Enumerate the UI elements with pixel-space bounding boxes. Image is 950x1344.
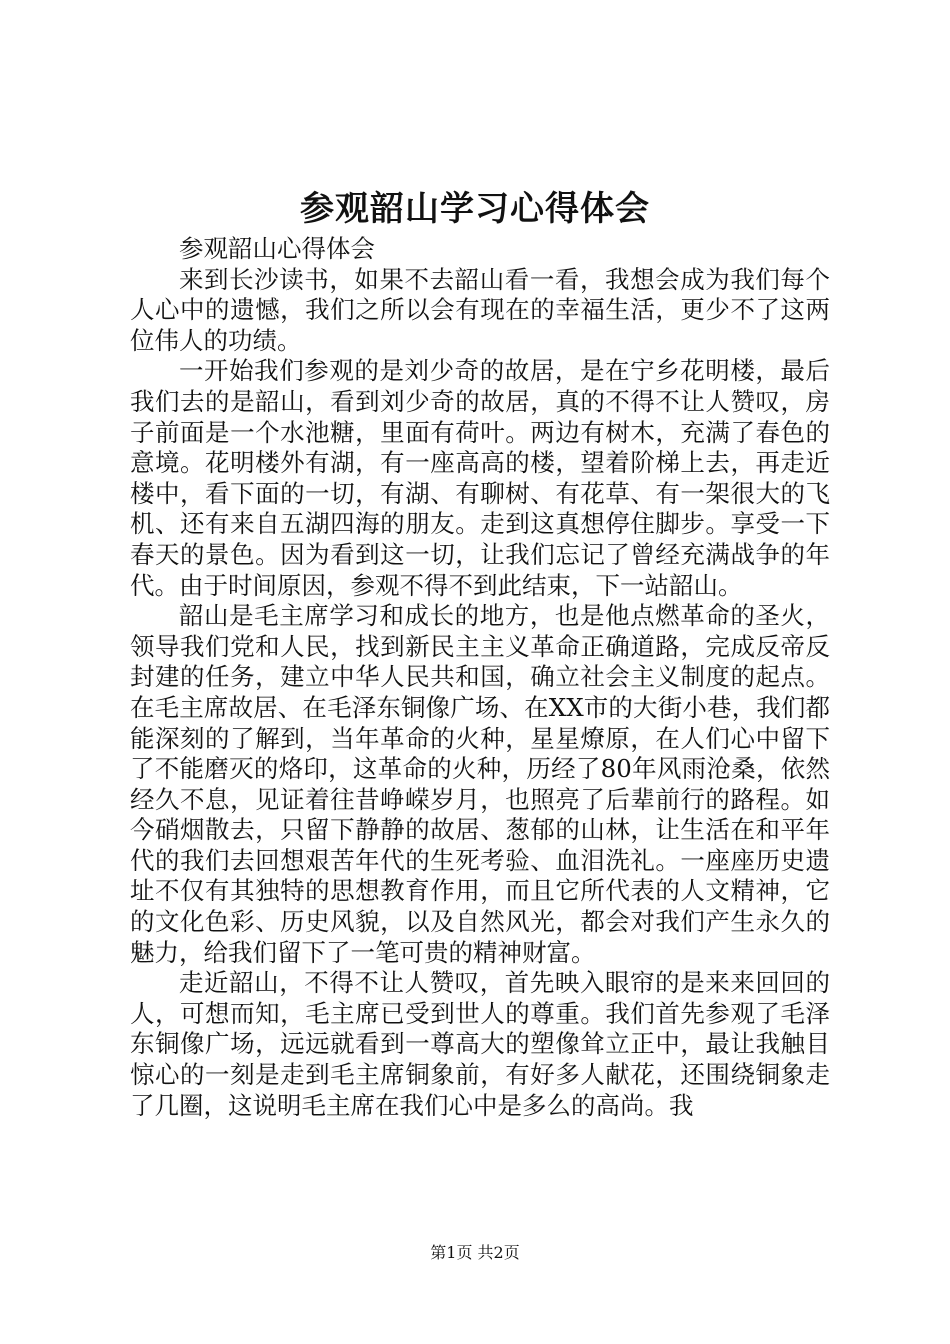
paragraph-subtitle: 参观韶山心得体会 bbox=[179, 234, 375, 263]
page-number-footer: 第1页 共2页 bbox=[430, 1243, 520, 1262]
document-title: 参观韶山学习心得体会 bbox=[300, 189, 650, 229]
paragraph: 一开始我们参观的是刘少奇的故居，是在宁乡花明楼，最后我们去的是韶山，看到刘少奇的故居，真的不得不让人赞叹，房子前面是一个水池糖，里面有荷叶。两边有树木，充满了春色的意境。花明楼外有湖，有一座高高的楼，望着阶梯上去，再走近楼中，看下面的一切，有湖、有聊树、有花草、有一架很大的飞机、还有来自五湖四海的朋友。走到这真想停住脚步。享受一下春天的景色。因为看到这一切，让我们忘记了曾经充满战争的年代。由于时间原因，参观不得不到此结束，下一站韶山。 bbox=[130, 356, 830, 600]
paragraph: 走近韶山，不得不让人赞叹，首先映入眼帘的是来来回回的人，可想而知，毛主席已受到世人的尊重。我们首先参观了毛泽东铜像广场，远远就看到一尊高大的塑像耸立正中，最让我触目惊心的一刻是走到毛主席铜象前，有好多人献花，还围绕铜象走了几圈，这说明毛主席在我们心中是多么的高尚。我 bbox=[130, 968, 830, 1120]
paragraph: 来到长沙读书，如果不去韶山看一看，我想会成为我们每个人心中的遗憾，我们之所以会有现在的幸福生活，更少不了这两位伟人的功绩。 bbox=[130, 264, 830, 355]
paragraph: 韶山是毛主席学习和成长的地方，也是他点燃革命的圣火，领导我们党和人民，找到新民主主义革命正确道路，完成反帝反封建的任务，建立中华人民共和国，确立社会主义制度的起点。在毛主席故居、在毛泽东铜像广场、在XX市的大街小巷，我们都能深刻的了解到，当年革命的火种，星星燎原，在人们心中留下了不能磨灭的烙印，这革命的火种，历经了80年风雨沧桑，依然经久不息，见证着往昔峥嵘岁月，也照亮了后辈前行的路程。如今硝烟散去，只留下静静的故居、葱郁的山林，让生活在和平年代的我们去回想艰苦年代的生死考验、血泪洗礼。一座座历史遗址不仅有其独特的思想教育作用，而且它所代表的人文精神，它的文化色彩、历史风貌，以及自然风光，都会对我们产生永久的魅力，给我们留下了一笔可贵的精神财富。 bbox=[130, 601, 830, 967]
document-body bbox=[130, 234, 830, 1121]
